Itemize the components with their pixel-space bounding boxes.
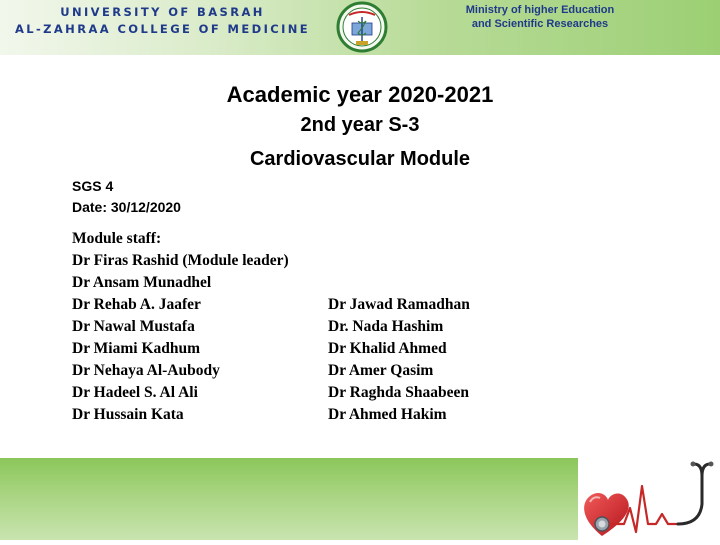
- staff-member: Dr. Nada Hashim: [328, 318, 444, 335]
- ministry-name: Ministry of higher Education: [465, 4, 615, 16]
- staff-member: Dr Khalid Ahmed: [328, 340, 447, 357]
- footer-green-bar: [0, 458, 578, 540]
- staff-member: Dr Amer Qasim: [328, 362, 434, 379]
- year-section-title: 2nd year S-3: [300, 114, 420, 136]
- staff-member: Dr Ansam Munadhel: [72, 274, 212, 291]
- staff-member: Dr Miami Kadhum: [72, 340, 201, 357]
- staff-heading: Module staff:: [72, 230, 162, 247]
- staff-member: Dr Hussain Kata: [72, 406, 184, 423]
- staff-member: Dr Jawad Ramadhan: [328, 296, 470, 313]
- college-logo-icon: [331, 1, 393, 53]
- staff-member: Dr Nawal Mustafa: [72, 318, 195, 335]
- staff-member: Dr Raghda Shaabeen: [328, 384, 469, 401]
- heart-stethoscope-icon: [578, 458, 720, 540]
- header-banner: [0, 0, 720, 55]
- ministry-subtitle: and Scientific Researches: [471, 18, 609, 30]
- sgs-label: SGS 4: [72, 178, 114, 194]
- footer-illustration: [578, 458, 720, 540]
- college-name: AL-ZAHRAA COLLEGE OF MEDICINE: [14, 22, 311, 36]
- staff-member: Dr Ahmed Hakim: [328, 406, 447, 423]
- staff-member: Dr Hadeel S. Al Ali: [72, 384, 198, 401]
- staff-member: Dr Rehab A. Jaafer: [72, 296, 201, 313]
- university-name: UNIVERSITY OF BASRAH: [60, 5, 265, 19]
- module-title: Cardiovascular Module: [249, 148, 471, 170]
- academic-year-title: Academic year 2020-2021: [226, 82, 494, 107]
- staff-member: Dr Nehaya Al-Aubody: [72, 362, 220, 379]
- session-date: Date: 30/12/2020: [72, 199, 181, 215]
- module-leader: Dr Firas Rashid (Module leader): [72, 252, 289, 269]
